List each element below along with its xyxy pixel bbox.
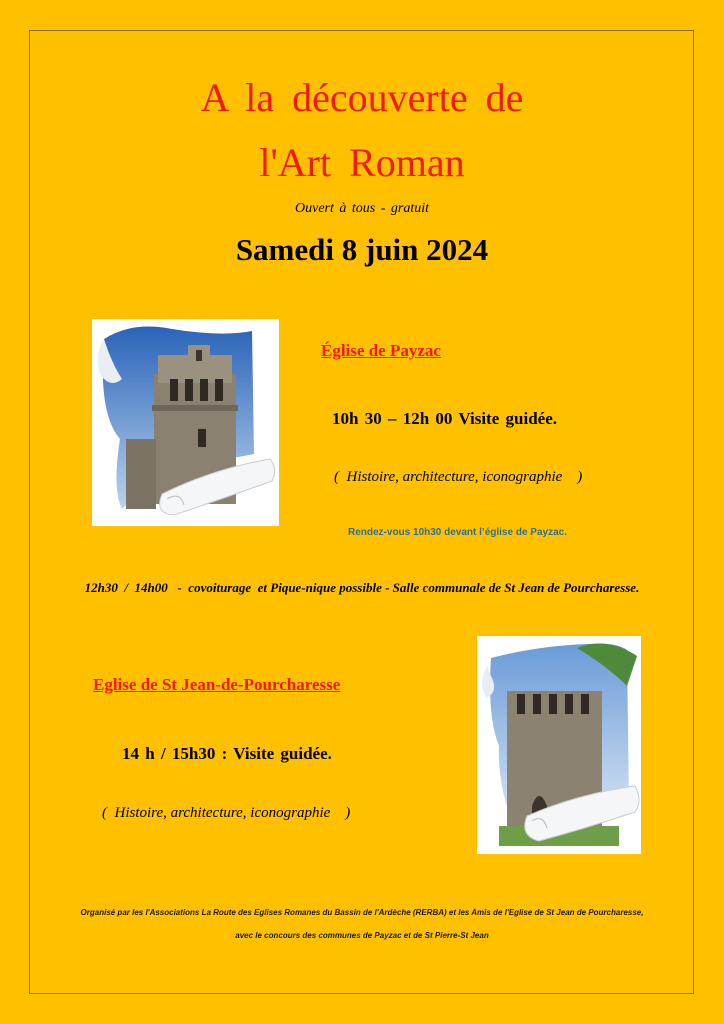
st-jean-topics: ( Histoire, architecture, iconographie ) xyxy=(102,805,351,821)
title-line-2: l'Art Roman xyxy=(259,140,465,185)
lunch-info: 12h30 / 14h00 - covoiturage et Pique-nique possible - Salle communale de St Jean de Pourcharesse. xyxy=(84,580,640,595)
footer-sponsors: avec le concours des communes de Payzac et de St Pierre-St Jean xyxy=(235,931,489,940)
title-line-1: A la découverte de xyxy=(200,75,524,120)
event-date: Samedi 8 juin 2024 xyxy=(235,232,489,267)
st-jean-church-image xyxy=(477,636,641,854)
payzac-rendezvous: Rendez-vous 10h30 devant l’église de Payzac. xyxy=(348,527,567,538)
payzac-heading: Église de Payzac xyxy=(321,341,441,360)
payzac-church-image xyxy=(92,319,279,526)
payzac-topics: ( Histoire, architecture, iconographie ) xyxy=(334,469,583,485)
subtitle: Ouvert à tous - gratuit xyxy=(295,201,429,216)
footer-organizers: Organisé par les l'Associations La Route des Eglises Romanes du Bassin de l'Ardèche (RERBA) et les Amis de l'Eglise de St Jean de Pourcharesse, xyxy=(80,908,644,917)
st-jean-visit-time: 14 h / 15h30 : Visite guidée. xyxy=(122,744,332,763)
st-jean-heading: Eglise de St Jean-de-Pourcharesse xyxy=(93,675,341,694)
payzac-visit-time: 10h 30 – 12h 00 Visite guidée. xyxy=(332,409,557,428)
